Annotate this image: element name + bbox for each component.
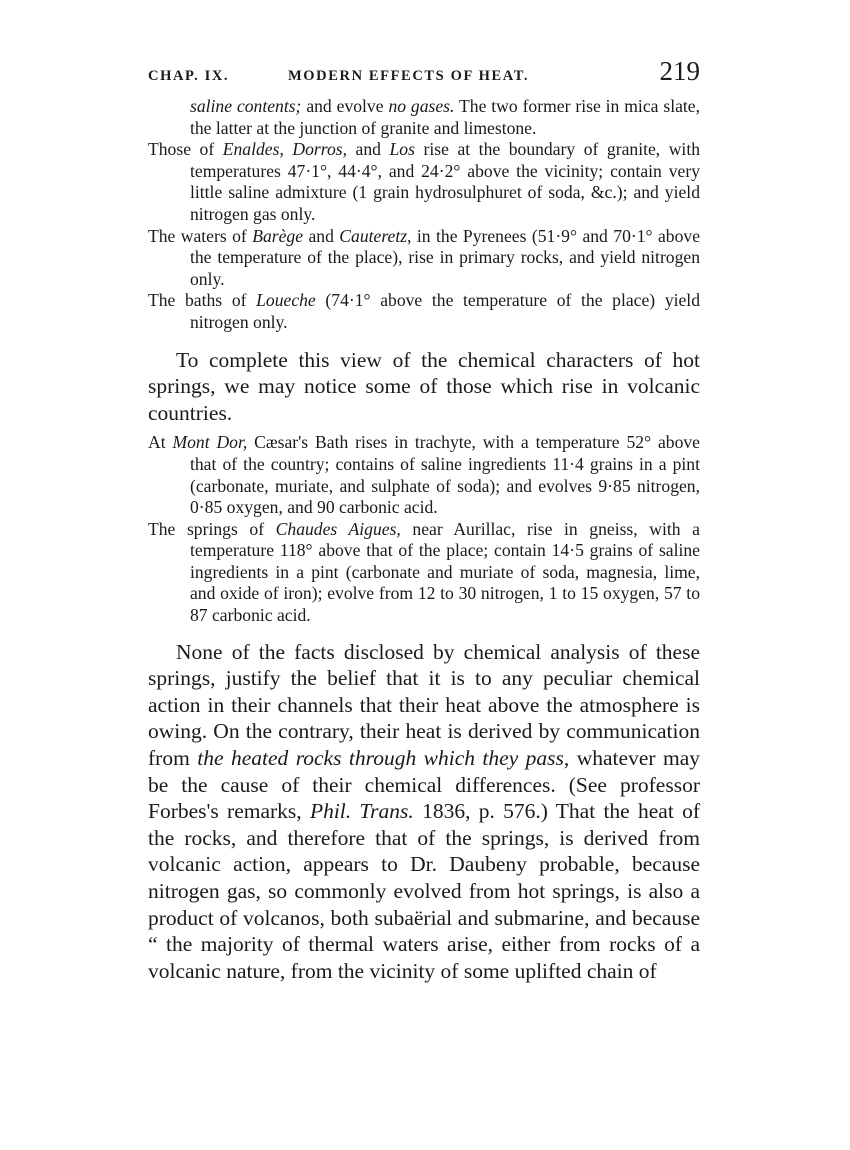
- list-item: [148, 139, 700, 225]
- italic-text: Phil. Trans.: [309, 799, 414, 824]
- body-paragraph: [148, 639, 700, 985]
- italic-text: Los: [389, 139, 415, 160]
- book-page: [148, 56, 700, 984]
- text: Those of: [148, 139, 223, 160]
- text: and evolve: [301, 96, 389, 116]
- italic-text: saline contents;: [190, 96, 302, 116]
- spring-list-2: [148, 432, 700, 626]
- italic-text: Chaudes Aigues,: [275, 518, 401, 539]
- text: Cæsar's Bath rises in trachyte, with a temperature 52° above that of the country; contains of saline ingredients 11·4 grains in a pint (carbonate, muriate, and sulphate of soda); and evolves 9·85 nitrogen, 0·85 oxygen, and 90 carbonic acid.: [190, 432, 700, 518]
- text: (74·1° above the temperature of the place) yield nitrogen only.: [190, 290, 700, 332]
- body-paragraph: To complete this view of the chemical characters of hot springs, we may notice some of those which rise in volcanic countries.: [148, 347, 700, 425]
- italic-text: Mont Dor,: [172, 432, 248, 453]
- italic-text: no gases.: [388, 96, 455, 116]
- list-item: [148, 432, 700, 518]
- text: The waters of: [148, 225, 253, 246]
- text: The springs of: [148, 518, 276, 539]
- list-item: [148, 290, 700, 333]
- running-head: [148, 56, 700, 96]
- text: None of the facts disclosed by chemical analysis of these springs, justify the belief that it is to any peculiar chemical action in their channels that their heat above the atmosphere is owing. On the contrary, their heat is derived by communication from: [148, 639, 700, 771]
- running-title: MODERN EFFECTS OF HEAT.: [288, 68, 530, 84]
- list-item: [148, 96, 700, 139]
- text: and: [346, 139, 390, 160]
- page-number: 219: [659, 56, 700, 86]
- text: 1836, p. 576.) That the heat of the rocks, and therefore that of the springs, is derived from volcanic action, appears to Dr. Daubeny probable, because nitrogen gas, so commonly evolved from hot springs, is also a product of volcanos, both subaërial and submarine, and because “ the majority of thermal waters arise, either from rocks of a volcanic nature, from the vicinity of some uplifted chain of: [148, 799, 700, 983]
- spring-list-1: [148, 96, 700, 334]
- italic-text: Enaldes, Dorros,: [222, 139, 347, 160]
- chapter-label: CHAP. IX.: [148, 68, 230, 84]
- text: in the Pyrenees (51·9° and 70·1° above the temperature of the place), rise in primary rocks, and yield nitrogen only.: [190, 225, 700, 289]
- text: near Aurillac, rise in gneiss, with a temperature 118° above that of the place; contain 14·5 grains of saline ingredients in a pint (carbonate and muriate of soda, magnesia, lime, and oxide of iron); evolve from 12 to 30 nitrogen, 1 to 15 oxygen, 57 to 87 carbonic acid.: [190, 518, 700, 626]
- list-item: [148, 519, 700, 627]
- italic-text: Loueche: [256, 290, 316, 311]
- text: The baths of: [148, 290, 257, 311]
- italic-text: Cauteretz,: [339, 225, 412, 246]
- italic-text: Barège: [252, 225, 304, 246]
- text: rise at the boundary of granite, with temperatures 47·1°, 44·4°, and 24·2° above the vicinity; contain very little saline admixture (1 grain hydrosulphuret of soda, &c.); and yield nitrogen gas only.: [190, 139, 701, 224]
- italic-text: the heated rocks through which they pass,: [197, 746, 570, 771]
- text: whatever may be the cause of their chemical differences. (See professor Forbes's remarks,: [148, 746, 700, 824]
- text: and: [303, 225, 340, 246]
- text: At: [148, 432, 173, 453]
- list-item: [148, 226, 700, 291]
- text: The two former rise in mica slate, the latter at the junction of granite and limestone.: [190, 96, 700, 138]
